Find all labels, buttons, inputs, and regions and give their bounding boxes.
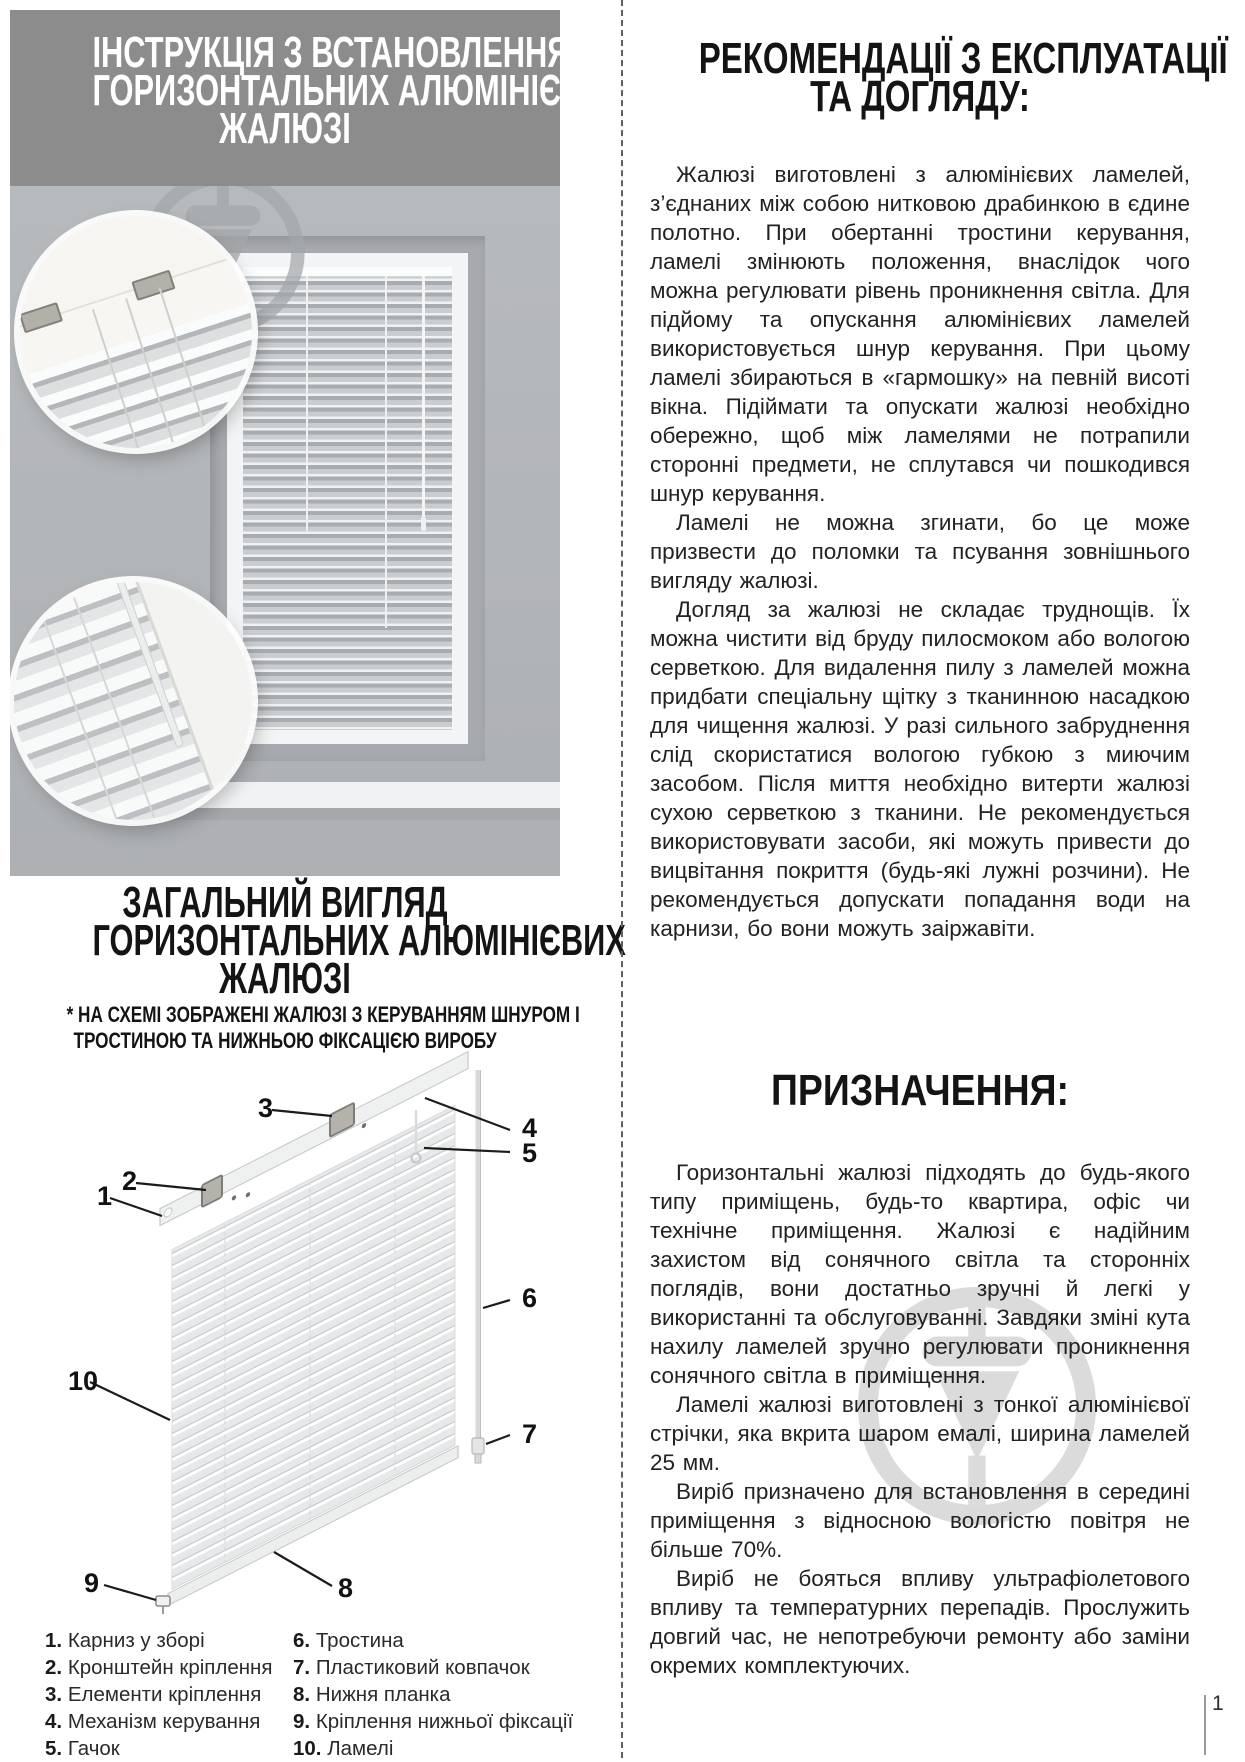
purpose-paragraph: Виріб не бояться впливу ультрафіолетового впливу та температурних перепадів. Прослужить довгий час, не непотребуючи ремонту або заміни окремих комплектуючих. (650, 1566, 1190, 1678)
diagram-callout-1: 1 (97, 1181, 113, 1211)
bracket-icon (330, 1103, 354, 1137)
care-paragraph: Ламелі не можна згинати, бо це може призвести до поломки та псування зовнішнього вигляду жалюзі. (650, 510, 1190, 593)
legend-item-8: 8. Нижня планка (293, 1683, 451, 1706)
header-title-line: ІНСТРУКЦІЯ З ВСТАНОВЛЕННЯ (92, 28, 570, 77)
overview-title-line: ЖАЛЮЗІ (219, 954, 351, 1003)
diagram-callout-8: 8 (338, 1573, 354, 1603)
closeup-circle-lamellae (14, 582, 252, 820)
legend-item-2: 2. Кронштейн кріплення (45, 1656, 273, 1679)
diagram-note-line: ТРОСТИНОЮ ТА НИЖНЬОЮ ФІКСАЦІЄЮ ВИРОБУ (73, 1028, 497, 1053)
header-title-line: ЖАЛЮЗІ (219, 104, 351, 153)
legend-item-5: 5. Гачок (45, 1737, 120, 1760)
diagram-note-line: * НА СХЕМІ ЗОБРАЖЕНІ ЖАЛЮЗІ З КЕРУВАННЯМ ШНУРОМ І (66, 1002, 580, 1027)
blinds-diagram (10, 1040, 560, 1625)
header-title (10, 10, 626, 153)
care-paragraph: Догляд за жалюзі не складає труднощів. Їх можна чистити від бруду пилосмоком або вологою серветкою. Для видалення пилу з ламелей можна придбати спеціальну щітку з тканинною насадкою для чищення жалюзі. У разі сильного забруднення слід скористатися вологою губкою з миючим засобом. Після миття необхідно витерти жалюзі сухою серветкою з тканини. Не рекомендується використовувати засоби, які можуть привести до вицвітання покриття (будь-які лужні розчини). Не рекомендується допускати попадання води на карнизи, бо вони можуть заіржавіти. (650, 597, 1190, 941)
header-banner (10, 10, 626, 186)
diagram-callout-7: 7 (522, 1419, 538, 1449)
diagram-callout-9: 9 (84, 1568, 100, 1598)
legend-item-7: 7. Пластиковий ковпачок (293, 1656, 530, 1679)
purpose-paragraph: Горизонтальні жалюзі підходять до будь-якого типу приміщень, будь-то квартира, офіс чи технічне приміщення. Жалюзі є надійним захистом від сонячного світла та сторонніх поглядів, вони достатньо зручні й легкі у використанні та обслуговуванні. Завдяки зміні кута нахилу ламелей зручно регулювати проникнення сонячного світла в приміщення. (650, 1160, 1190, 1388)
diagram-callout-3: 3 (258, 1093, 274, 1123)
diagram-callout-5: 5 (522, 1138, 538, 1168)
lamellae-closeup-art (14, 582, 252, 820)
overview-title (10, 878, 626, 1003)
legend-item-9: 9. Кріплення нижньої фіксації (293, 1710, 574, 1733)
purpose-paragraph: Виріб призначено для встановлення в середині приміщення з відносною вологістю повітря не більше 70%. (650, 1479, 1190, 1562)
care-title-line: РЕКОМЕНДАЦІЇ З ЕКСПЛУАТАЦІЇ (698, 34, 1228, 83)
wand-cap (472, 1438, 484, 1454)
diagram-callout-4: 4 (522, 1113, 538, 1143)
legend-item-3: 3. Елементи кріплення (45, 1683, 262, 1706)
legend-item-1: 1. Карниз у зборі (45, 1629, 205, 1652)
care-title (625, 34, 1228, 121)
legend-item-10: 10. Ламелі (293, 1737, 394, 1760)
diagram-callout-10: 10 (68, 1366, 99, 1396)
blinds-wand (422, 276, 425, 517)
legend-item-4: 4. Механізм керування (45, 1710, 261, 1733)
purpose-paragraph: Ламелі жалюзі виготовлені з тонкої алюмінієвої стрічки, яка вкрита шаром емалі, ширина ламелей 25 мм. (650, 1392, 1190, 1475)
bottom-fixation (156, 1596, 170, 1606)
right-column (625, 0, 1228, 1758)
window-photo (10, 186, 560, 876)
column-divider (621, 0, 623, 1758)
purpose-title-line: ПРИЗНАЧЕННЯ: (771, 1066, 1069, 1115)
blinds-cord (385, 276, 387, 628)
bracket-icon (202, 1175, 222, 1207)
blinds-panel (160, 1045, 468, 1610)
legend-item-6: 6. Тростина (293, 1629, 404, 1652)
purpose-text (650, 1158, 1190, 1680)
parts-legend (45, 1628, 605, 1762)
cornice-closeup-art (20, 216, 252, 448)
diagram-callout-6: 6 (522, 1283, 538, 1313)
care-text (650, 160, 1190, 943)
overview-title-line: ГОРИЗОНТАЛЬНИХ АЛЮМІНІЄВИХ (92, 916, 626, 965)
care-paragraph: Жалюзі виготовлені з алюмінієвих ламелей, з’єднаних між собою нитковою драбинкою в єдине полотно. При обертанні тростини керування, ламелі змінюють положення, внаслідок чого можна регулювати рівень проникнення світла. Для підйому та опускання алюмінієвих ламелей використовується шнур керування. При цьому ламелі збираються в «гармошку» на певній висоті вікна. Підіймати та опускати жалюзі необхідно обережно, щоб між ламелями не потрапили сторонні предмети, не сплутався чи пошкодився шнур керування. (650, 162, 1190, 506)
page-number-rule (1204, 1695, 1206, 1755)
overview-title-line: ЗАГАЛЬНИЙ ВИГЛЯД (122, 878, 448, 927)
diagram-callout-2: 2 (122, 1166, 138, 1196)
purpose-title (625, 1066, 1215, 1115)
closeup-circle-cornice (20, 216, 252, 448)
page-number: 1 (1212, 1692, 1224, 1715)
header-title-line: ГОРИЗОНТАЛЬНИХ АЛЮМІНІЄВИХ (92, 66, 626, 115)
care-title-line: ТА ДОГЛЯДУ: (810, 72, 1030, 121)
